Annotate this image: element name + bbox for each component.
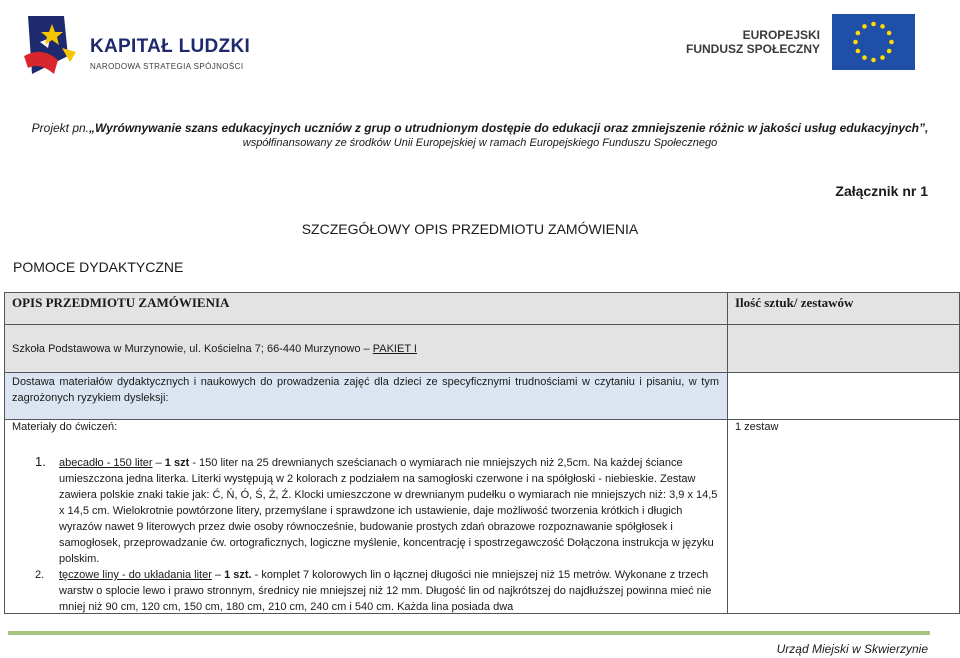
materials-label: Materiały do ćwiczeń:: [12, 421, 118, 433]
section-title: POMOCE DYDAKTYCZNE: [13, 259, 184, 275]
column-divider: [727, 293, 728, 613]
efs-line-2: FUNDUSZ SPOŁECZNY: [685, 42, 820, 56]
logo-subtitle: NARODOWA STRATEGIA SPÓJNOŚCI: [90, 62, 244, 71]
item-number: 1.: [35, 454, 46, 469]
list-item: [12, 567, 722, 615]
row-divider: [5, 419, 959, 420]
item-qty: 1 szt: [164, 457, 190, 469]
efs-logo: [685, 14, 915, 72]
project-name: „Wyrównywanie szans edukacyjnych uczniów z grup o utrudnionym dostępie do edukacji oraz zmniejszenie różnic w jakości usług edukacyjnych”,: [89, 121, 929, 135]
order-table: [4, 292, 960, 614]
kapital-ludzki-logo-icon: [18, 12, 78, 82]
col-quantity-header: Ilość sztuk/ zestawów: [735, 295, 854, 310]
item-description: - komplet 7 kolorowych lin o łącznej długości nie mniejszej niż 15 metrów. Wykonane z trzech warstw o splocie lewo i prawo stronnym, średnicy nie mniejszej niż 12 mm. Długość lin od najkrótszej do najdłuższej powinna mieć nie mniej niż 90 cm, 120 cm, 150 cm, 180 cm, 210 cm, 240 cm i 540 cm. Każda lina posiada dwa: [59, 569, 712, 613]
cofinancing-line: współfinansowany ze środków Unii Europejskiej w ramach Europejskiego Funduszu Społecznego: [242, 137, 718, 149]
item-description: - 150 liter na 25 drewnianych sześcianach o wymiarach nie mniejszych niż 2,5cm. Na każdej ściance umieszczona jedna literka. Literki występują w 2 kolorach z podziałem na samogłoski czerwone i na spółgłoski - niebieskie. Zestaw zawiera polskie znaki takie jak: Ć, Ń, Ó, Ś, Ż, Ź. Klocki umieszczone w drewnianym pudełku o wymiarach nie mniejszych niż: 3,9 x 14,5 x 14,5 cm. Wielokrotnie powtórzone litery, przemyślane i sprawdzone ich ustawienie, daje możliwość tworzenia krótkich i długich wyrazów nawet 9 literowych przez dwie osoby równocześnie, budowanie prostych zdań obrazowe rozpoznawanie spółgłosek i samogłosek, przeprowadzanie ćw. ortograficznych, logiczne myślenie, koncentrację i spostrzegawczość Dołączona instrukcja w języku polskim.: [59, 457, 718, 565]
col-description-header: OPIS PRZEDMIOTU ZAMÓWIENIA: [12, 295, 230, 310]
list-item: [12, 455, 722, 567]
page-title: SZCZEGÓŁOWY OPIS PRZEDMIOTU ZAMÓWIENIA: [301, 221, 639, 237]
footer-text: Urząd Miejski w Skwierzynie: [776, 642, 928, 656]
kapital-ludzki-logo: [18, 12, 251, 84]
logo-title: KAPITAŁ LUDZKI: [90, 36, 251, 57]
package-label: PAKIET I: [372, 343, 417, 355]
delivery-text: Dostawa materiałów dydaktycznych i naukowych do prowadzenia zajęć dla dzieci ze specyficznymi trudnościami w czytaniu i pisaniu, w tym zagrożonych ryzykiem dysleksji:: [12, 376, 719, 404]
school-text: [12, 343, 417, 355]
row-divider: [5, 372, 959, 373]
item-qty: 1 szt.: [224, 569, 252, 581]
project-prefix: Projekt pn.: [31, 121, 90, 135]
school-address: Szkoła Podstawowa w Murzynowie, ul. Kościelna 7; 66-440 Murzynowo –: [12, 343, 373, 355]
eu-flag-icon: [832, 14, 915, 70]
item-dash: –: [152, 457, 165, 469]
item-number: 2.: [35, 569, 45, 581]
footer-divider: [8, 631, 930, 635]
materials-list: [12, 455, 722, 615]
item-name: tęczowe liny - do układania liter: [59, 569, 212, 581]
project-line: [0, 121, 960, 135]
item-name: abecadło - 150 liter: [59, 457, 153, 469]
efs-line-1: EUROPEJSKI: [742, 28, 820, 42]
item-dash: –: [211, 569, 225, 581]
row-divider: [5, 324, 959, 325]
annex-label: Załącznik nr 1: [835, 183, 928, 199]
quantity-value: 1 zestaw: [735, 421, 779, 433]
